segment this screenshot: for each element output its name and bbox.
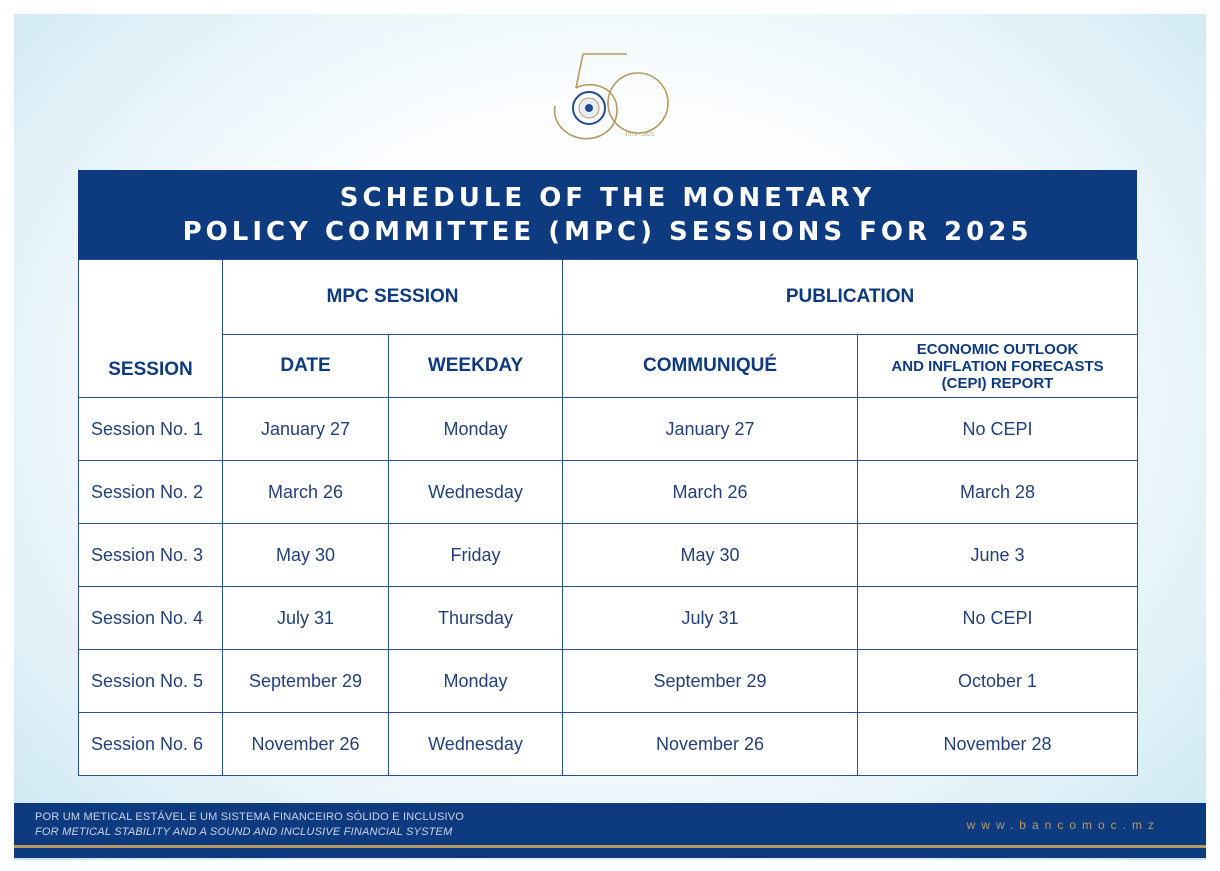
- cell-session: Session No. 5: [79, 650, 223, 713]
- logo-years: 1975 - 2025: [625, 132, 654, 138]
- table-body: [79, 398, 1138, 776]
- header-cepi-line-3: (CEPI) REPORT: [941, 374, 1054, 392]
- title-line-1: SCHEDULE OF THE MONETARY: [339, 182, 876, 213]
- cell-session: Session No. 2: [79, 461, 223, 524]
- cell-date: November 26: [223, 713, 389, 776]
- header-weekday: WEEKDAY: [389, 335, 563, 398]
- cell-session: Session No. 1: [79, 398, 223, 461]
- header-cepi-line-2: AND INFLATION FORECASTS: [891, 357, 1104, 375]
- table-row: [79, 524, 1138, 587]
- cell-session: Session No. 3: [79, 524, 223, 587]
- header-publication: PUBLICATION: [563, 260, 1138, 335]
- cell-cepi: June 3: [858, 524, 1138, 587]
- cell-communique: July 31: [563, 587, 858, 650]
- cell-weekday: Monday: [389, 398, 563, 461]
- table-row: [79, 650, 1138, 713]
- cell-date: May 30: [223, 524, 389, 587]
- footer-motto-pt: POR UM METICAL ESTÁVEL E UM SISTEMA FINANCEIRO SÓLIDO E INCLUSIVO: [35, 811, 465, 823]
- cell-communique: September 29: [563, 650, 858, 713]
- cell-date: March 26: [223, 461, 389, 524]
- cell-weekday: Wednesday: [389, 461, 563, 524]
- cell-cepi: March 28: [858, 461, 1138, 524]
- title-line-2: POLICY COMMITTEE (MPC) SESSIONS FOR 2025: [182, 216, 1033, 247]
- table-row: [79, 398, 1138, 461]
- header-communique: COMMUNIQUÉ: [563, 335, 858, 398]
- cell-cepi: No CEPI: [858, 398, 1138, 461]
- header-date: DATE: [223, 335, 389, 398]
- footer-bar: [14, 803, 1206, 858]
- cell-weekday: Friday: [389, 524, 563, 587]
- cell-communique: November 26: [563, 713, 858, 776]
- footer-website-link[interactable]: www.bancomoc.mz: [966, 818, 1160, 832]
- cell-communique: May 30: [563, 524, 858, 587]
- cell-communique: March 26: [563, 461, 858, 524]
- anniversary-logo: [545, 48, 675, 148]
- cell-cepi: November 28: [858, 713, 1138, 776]
- cell-session: Session No. 4: [79, 587, 223, 650]
- cell-communique: January 27: [563, 398, 858, 461]
- table-row: [79, 587, 1138, 650]
- schedule-table: [78, 259, 1138, 776]
- header-cepi-line-1: ECONOMIC OUTLOOK: [916, 340, 1079, 358]
- header-session: SESSION: [79, 260, 223, 398]
- cell-cepi: No CEPI: [858, 587, 1138, 650]
- cell-session: Session No. 6: [79, 713, 223, 776]
- title-banner: [78, 170, 1137, 259]
- cell-date: July 31: [223, 587, 389, 650]
- header-cepi: [858, 335, 1138, 398]
- cell-cepi: October 1: [858, 650, 1138, 713]
- footer-motto-en: FOR METICAL STABILITY AND A SOUND AND INCLUSIVE FINANCIAL SYSTEM: [35, 826, 453, 838]
- table-row: [79, 713, 1138, 776]
- cell-weekday: Monday: [389, 650, 563, 713]
- table-row: [79, 461, 1138, 524]
- header-mpc-session: MPC SESSION: [223, 260, 563, 335]
- cell-date: September 29: [223, 650, 389, 713]
- cell-date: January 27: [223, 398, 389, 461]
- cell-weekday: Thursday: [389, 587, 563, 650]
- cell-weekday: Wednesday: [389, 713, 563, 776]
- footer-gold-line: [14, 845, 1206, 848]
